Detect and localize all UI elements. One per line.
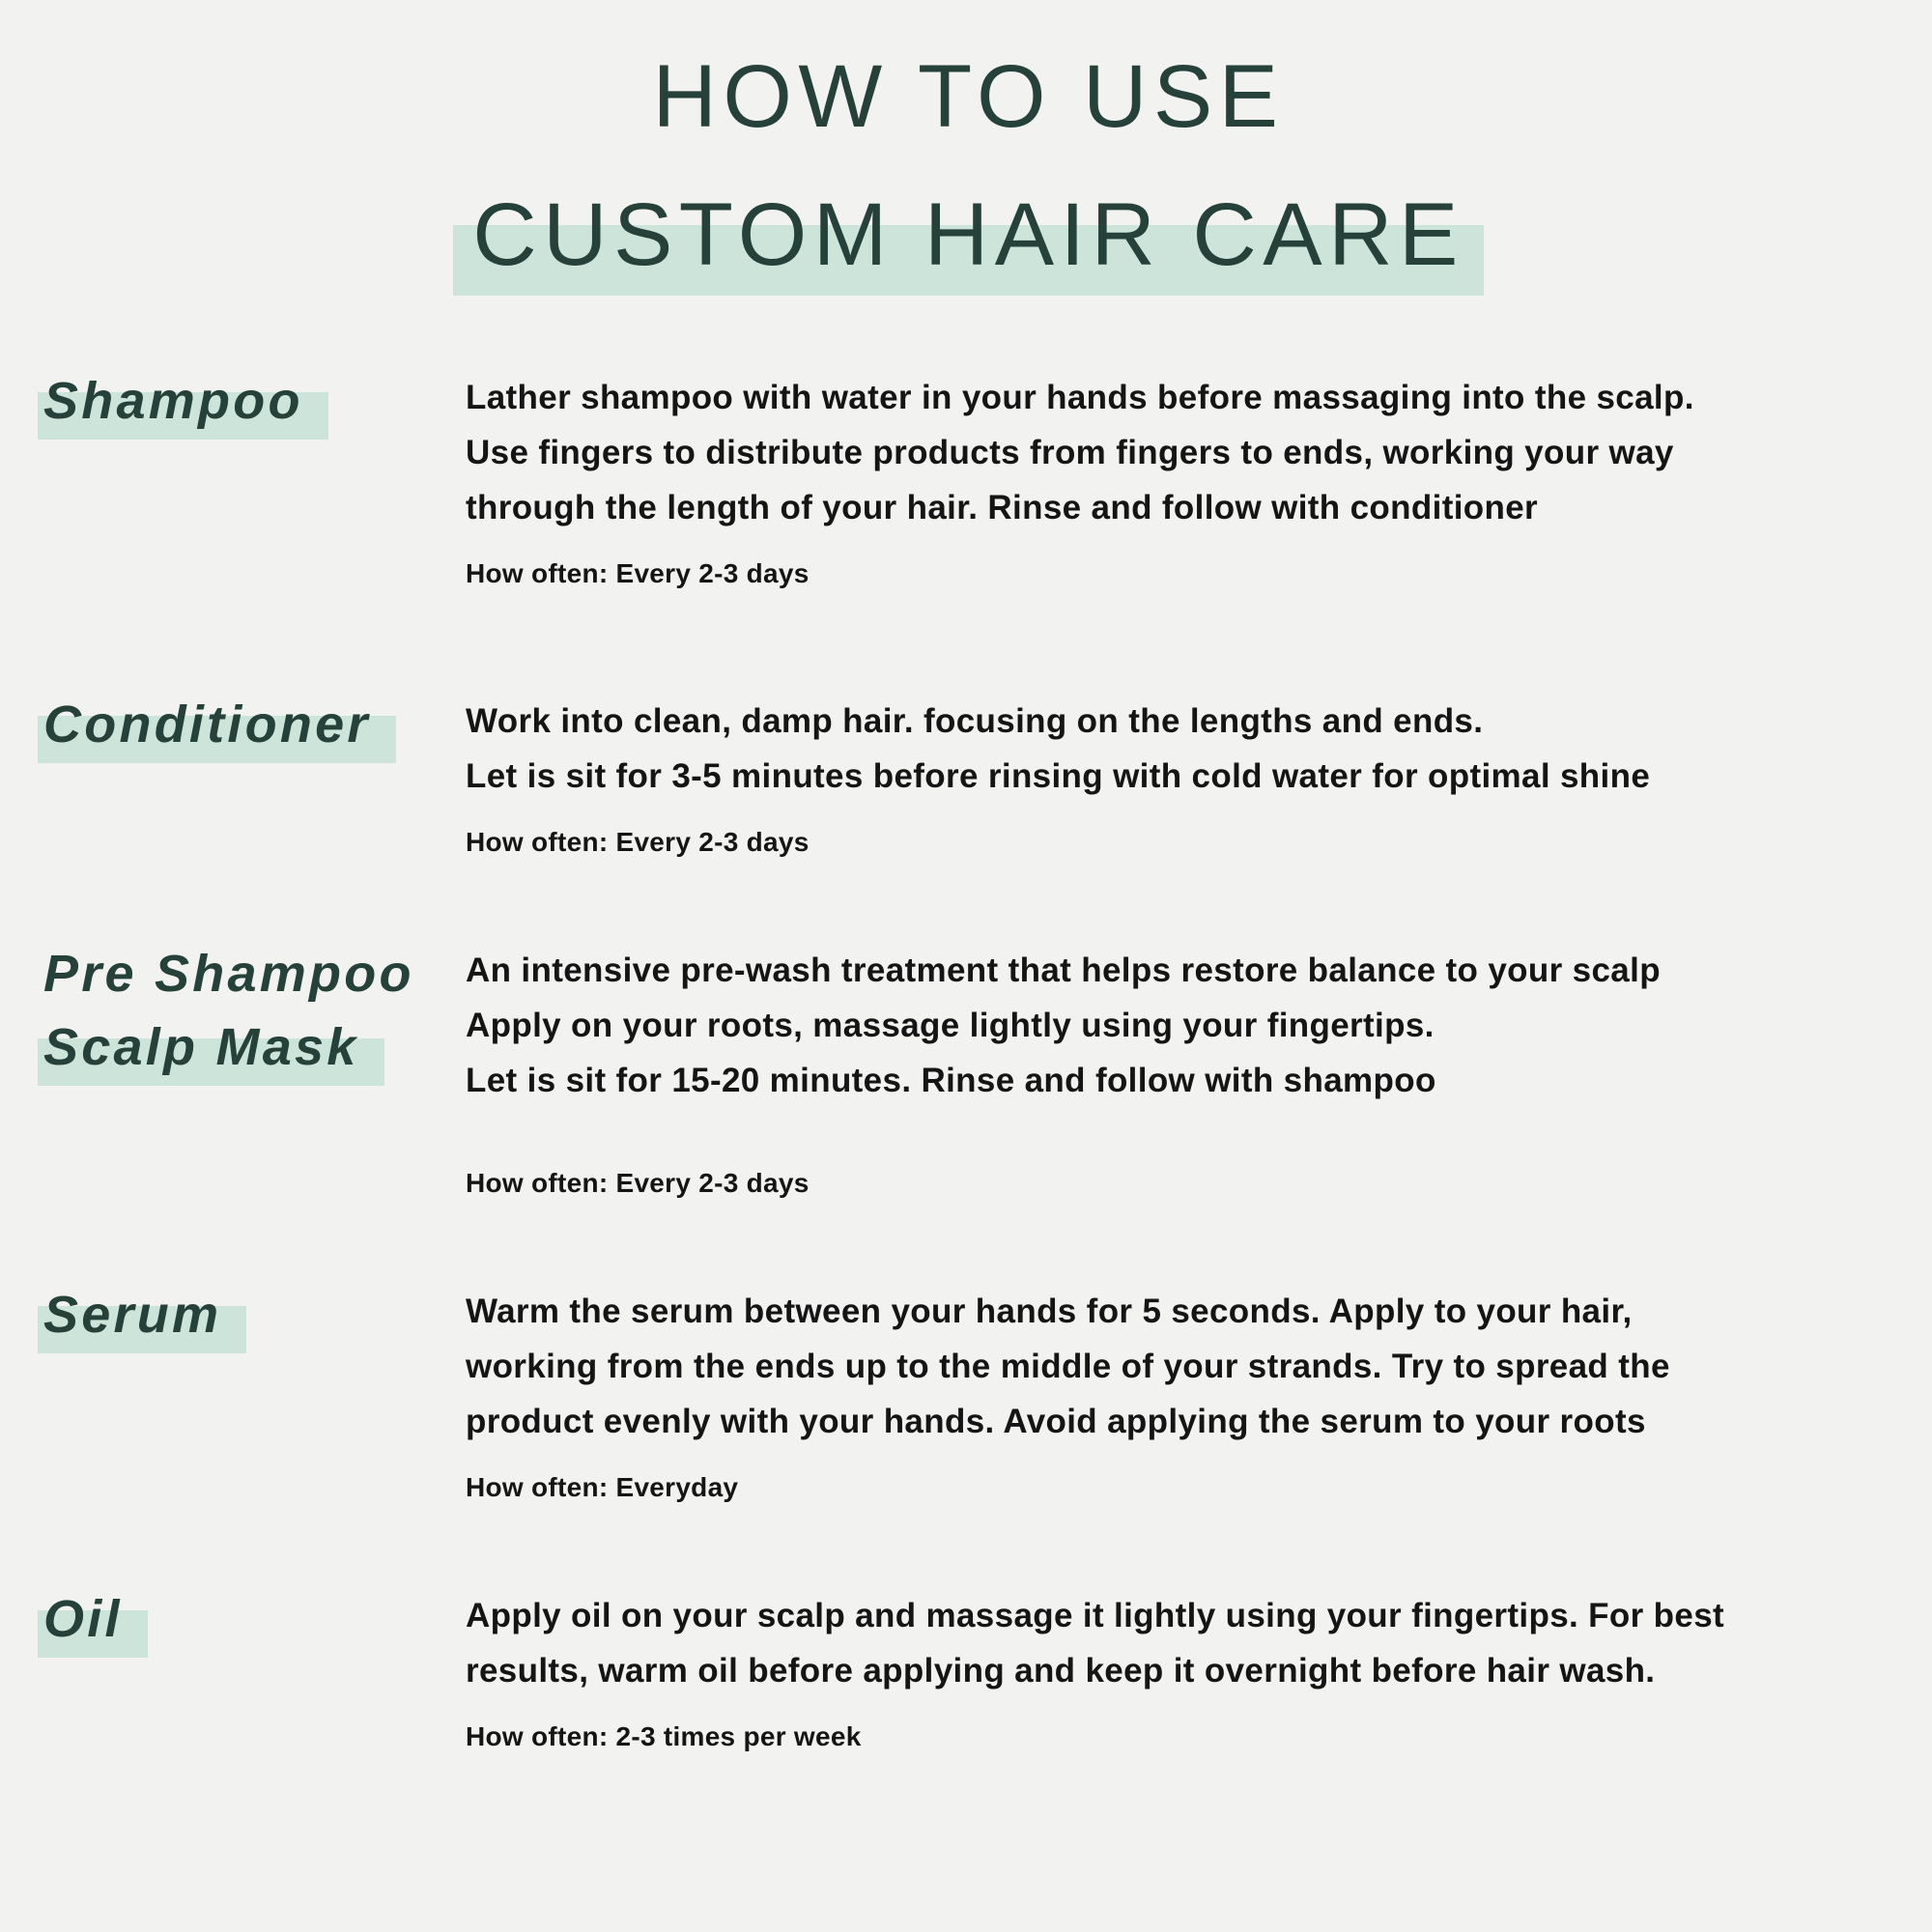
section-label [43, 937, 466, 1084]
section-label [43, 688, 466, 761]
description-line: product evenly with your hands. Avoid applying the serum to your roots [466, 1403, 1646, 1441]
sections-list [43, 370, 1893, 1754]
section-label-column [43, 1588, 466, 1754]
title-line-2 [43, 185, 1893, 284]
section-label-column [43, 943, 466, 1201]
section-serum [43, 1284, 1893, 1505]
section-body-column [466, 1284, 1893, 1505]
label-highlight: Shampoo [38, 372, 328, 440]
description-line: Let is sit for 15-20 minutes. Rinse and follow with shampoo [466, 1062, 1436, 1100]
section-body-column [466, 943, 1893, 1201]
section-label-column [43, 1284, 466, 1505]
description-line: Lather shampoo with water in your hands before massaging into the scalp. [466, 379, 1694, 417]
description-line: Work into clean, damp hair. focusing on the lengths and ends. [466, 702, 1484, 741]
title-highlight: CUSTOM HAIR CARE [453, 185, 1484, 296]
section-body-column [466, 1588, 1893, 1754]
section-label [43, 364, 466, 438]
description-line: Warm the serum between your hands for 5 seconds. Apply to your hair, [466, 1293, 1633, 1331]
section-label-column [43, 694, 466, 860]
section-body-column [466, 694, 1893, 860]
description-line: results, warm oil before applying and keep it overnight before hair wash. [466, 1652, 1656, 1690]
label-highlight: Oil [38, 1590, 148, 1658]
frequency-note: How often: Everyday [466, 1472, 739, 1503]
section-body-column [466, 370, 1893, 591]
title-line-1: HOW TO USE [652, 47, 1285, 146]
section-label [43, 1278, 466, 1351]
frequency-note: How often: Every 2-3 days [466, 1168, 810, 1199]
description-line: An intensive pre-wash treatment that helps restore balance to your scalp [466, 952, 1661, 990]
frequency-note: How often: Every 2-3 days [466, 827, 810, 858]
description-line: Apply oil on your scalp and massage it lightly using your fingertips. For best [466, 1597, 1725, 1635]
label-highlight: Conditioner [38, 696, 396, 763]
description-line: working from the ends up to the middle of your strands. Try to spread the [466, 1348, 1670, 1386]
frequency-note: How often: Every 2-3 days [466, 558, 810, 589]
description-line: Apply on your roots, massage lightly using your fingertips. [466, 1007, 1435, 1045]
label-highlight: Scalp Mask [38, 1018, 384, 1086]
description-line: through the length of your hair. Rinse and follow with conditioner [466, 489, 1539, 527]
frequency-note: How often: 2-3 times per week [466, 1721, 862, 1752]
page-title [43, 47, 1893, 284]
section-label [43, 1582, 466, 1656]
description-line: Use fingers to distribute products from fingers to ends, working your way [466, 434, 1674, 472]
section-label-column [43, 370, 466, 591]
label-highlight: Serum [38, 1286, 246, 1353]
section-pre-shampoo-scalp-mask [43, 943, 1893, 1201]
description-line: Let is sit for 3-5 minutes before rinsing with cold water for optimal shine [466, 757, 1651, 796]
label-line-1: Pre Shampoo [43, 945, 414, 1004]
section-oil [43, 1588, 1893, 1754]
section-shampoo [43, 370, 1893, 591]
section-conditioner [43, 694, 1893, 860]
